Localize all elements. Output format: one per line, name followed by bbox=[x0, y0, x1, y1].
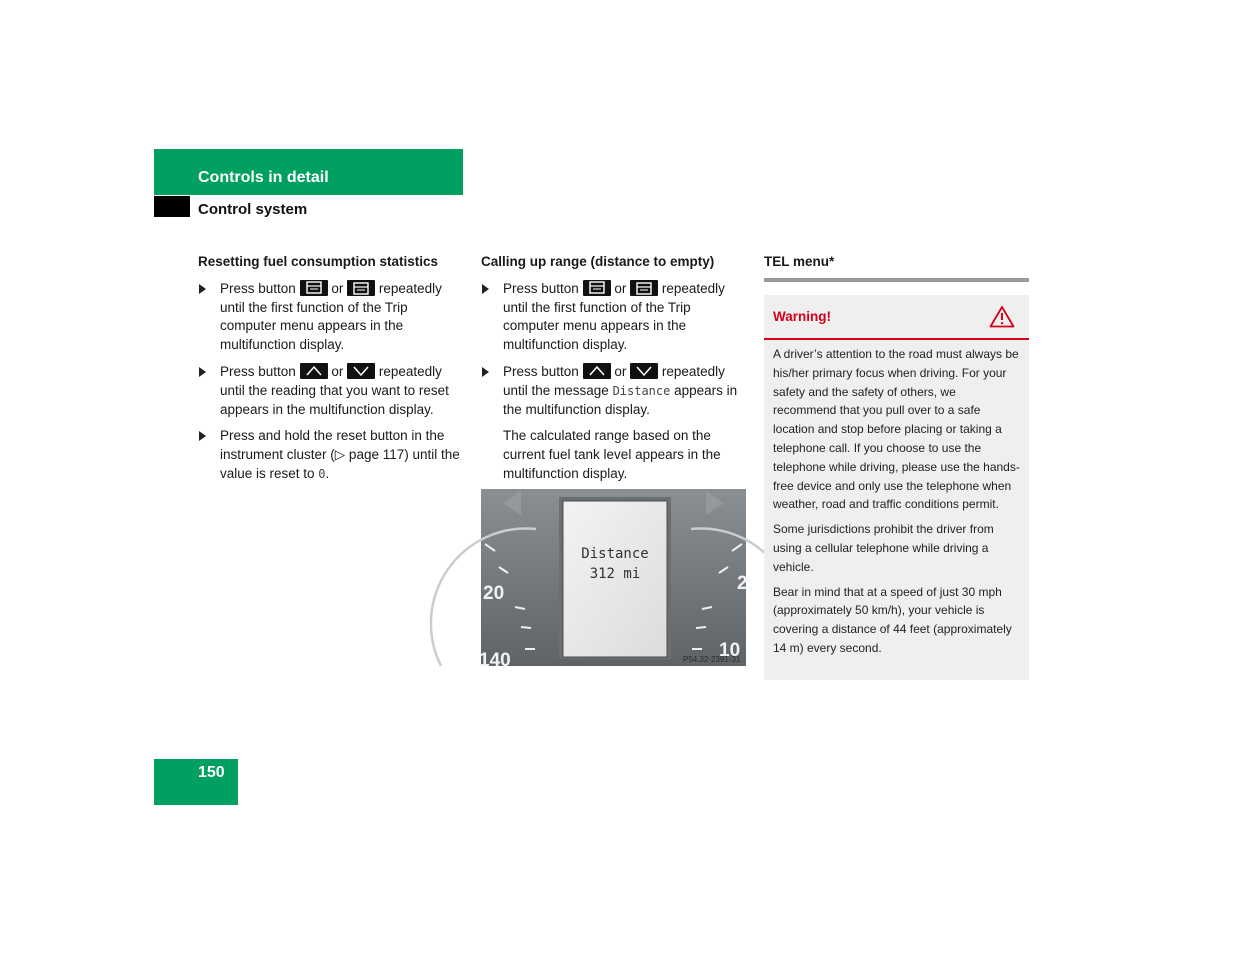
display-message: Distance bbox=[612, 383, 671, 398]
page-number: 150 bbox=[198, 764, 225, 781]
triangle-bullet-icon bbox=[199, 367, 206, 377]
triangle-bullet-icon bbox=[482, 367, 489, 377]
warning-box bbox=[764, 295, 1029, 680]
heading-range: Calling up range (distance to empty) bbox=[481, 254, 715, 269]
step-item: Press button or repeatedly until the reading that you want to reset appears in the multifunction display. bbox=[198, 363, 464, 419]
gauge-label: 2 bbox=[737, 573, 748, 594]
page-forward-button-icon bbox=[300, 280, 328, 296]
step-item: Press button or repeatedly until the message Distance appears in the multifunction display. bbox=[481, 363, 747, 419]
page-number-box bbox=[154, 759, 238, 805]
heading-reset-fuel: Resetting fuel consumption statistics bbox=[198, 254, 439, 269]
column-reset-fuel bbox=[198, 253, 464, 492]
display-line-2: 312 mi bbox=[589, 566, 641, 582]
page-forward-button-icon bbox=[583, 280, 611, 296]
warning-triangle-icon bbox=[989, 305, 1015, 333]
range-note: The calculated range based on the current fuel tank level appears in the multifunction display. bbox=[503, 428, 721, 481]
header-black-marker bbox=[154, 196, 190, 217]
page-back-button-icon bbox=[630, 280, 658, 296]
step-item: Press button or repeatedly until the first function of the Trip computer menu appears in the multifunction display. bbox=[198, 280, 464, 355]
step-item: Press button or repeatedly until the first function of the Trip computer menu appears in the multifunction display. bbox=[481, 280, 747, 355]
arrow-up-button-icon bbox=[583, 363, 611, 379]
column-tel-menu bbox=[764, 253, 1029, 282]
gauge-label: 20 bbox=[483, 583, 505, 604]
instrument-cluster-photo bbox=[479, 489, 748, 671]
arrow-up-button-icon bbox=[300, 363, 328, 379]
warning-paragraph: Some jurisdictions prohibit the driver from using a cellular telephone while driving a vehicle. bbox=[773, 522, 994, 574]
section-title: Controls in detail bbox=[198, 169, 329, 186]
gauge-label: 10 bbox=[719, 640, 741, 661]
page-reference-link[interactable]: ▷ page 117 bbox=[334, 447, 405, 463]
triangle-bullet-icon bbox=[199, 431, 206, 441]
warning-body bbox=[764, 340, 1029, 658]
heading-tel-menu: TEL menu* bbox=[764, 254, 835, 269]
column-range bbox=[481, 253, 747, 492]
warning-paragraph: Bear in mind that at a speed of just 30 mph (approximately 50 km/h), your vehicle is covering a distance of 44 feet (approximately 14 m) every second. bbox=[773, 584, 1012, 655]
triangle-bullet-icon bbox=[482, 284, 489, 294]
arrow-down-button-icon bbox=[347, 363, 375, 379]
arrow-down-button-icon bbox=[630, 363, 658, 379]
gauge-label: 140 bbox=[479, 650, 511, 671]
warning-header bbox=[764, 295, 1029, 340]
page-back-button-icon bbox=[347, 280, 375, 296]
reset-value: 0 bbox=[318, 466, 326, 481]
section-subtitle: Control system bbox=[198, 201, 308, 218]
triangle-bullet-icon bbox=[199, 284, 206, 294]
warning-title: Warning! bbox=[773, 309, 831, 324]
heading-underline bbox=[764, 278, 1029, 282]
display-line-1: Distance bbox=[581, 546, 649, 562]
step-item: Press and hold the reset button in the instrument cluster (▷ page 117) until the value is reset to 0. bbox=[198, 427, 464, 483]
photo-code: P54.32-2391-31 bbox=[683, 655, 741, 664]
warning-paragraph: A driver’s attention to the road must always be his/her primary focus when driving. For your safety and the safety of others, we recommend that you pull over to a safe location and stop before placing or taking a telephone call. If you choose to use the telephone while driving, please use the hands-free device and only use the telephone when weather, road and traffic conditions permit. bbox=[773, 347, 1020, 512]
